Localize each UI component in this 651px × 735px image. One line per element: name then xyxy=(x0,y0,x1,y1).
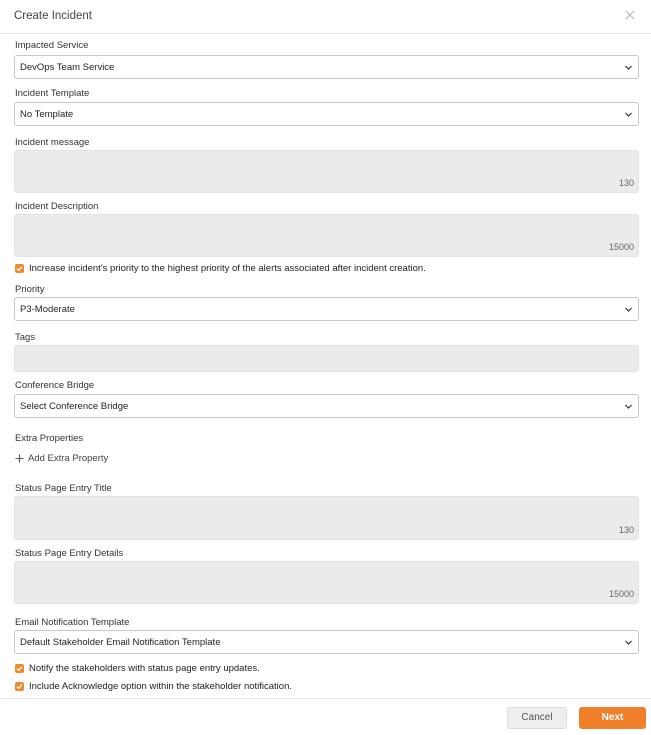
conference-bridge-select[interactable] xyxy=(14,394,639,418)
dialog-header xyxy=(0,0,651,34)
status-page-entry-details-input[interactable] xyxy=(14,561,639,604)
close-icon[interactable] xyxy=(623,8,637,22)
incident-template-label: Incident Template xyxy=(15,88,90,99)
tags-label: Tags xyxy=(15,332,36,343)
incident-template-select[interactable] xyxy=(14,102,639,126)
incident-description-input[interactable] xyxy=(14,214,639,257)
plus-icon xyxy=(15,454,24,463)
add-extra-property-label: Add Extra Property xyxy=(28,453,109,464)
status-page-entry-details-counter: 15000 xyxy=(608,589,634,599)
incident-message-label: Incident message xyxy=(15,137,90,148)
tags-input[interactable] xyxy=(14,345,639,372)
include-acknowledge-label: Include Acknowledge option within the stakeholder notification. xyxy=(29,681,293,692)
priority-value: P3-Moderate xyxy=(20,304,75,315)
incident-description-label: Incident Description xyxy=(15,201,99,212)
email-notification-template-label: Email Notification Template xyxy=(15,617,130,628)
incident-template-value: No Template xyxy=(20,109,74,120)
chevron-down-icon xyxy=(624,638,633,647)
conference-bridge-value: Select Conference Bridge xyxy=(20,401,129,412)
include-acknowledge-checkbox[interactable] xyxy=(15,682,24,691)
chevron-down-icon xyxy=(624,63,633,72)
chevron-down-icon xyxy=(624,402,633,411)
notify-stakeholders-label: Notify the stakeholders with status page entry updates. xyxy=(29,663,260,674)
extra-properties-label: Extra Properties xyxy=(15,433,84,444)
incident-message-input[interactable] xyxy=(14,150,639,193)
impacted-service-select[interactable] xyxy=(14,55,639,79)
status-page-entry-details-label: Status Page Entry Details xyxy=(15,548,124,559)
check-icon xyxy=(16,683,23,690)
dialog-footer xyxy=(0,698,651,735)
notify-stakeholders-checkbox[interactable] xyxy=(15,664,24,673)
dialog-title: Create Incident xyxy=(14,10,92,22)
increase-priority-label: Increase incident's priority to the highest priority of the alerts associated after incident creation. xyxy=(29,263,426,274)
check-icon xyxy=(16,265,23,272)
status-page-entry-title-counter: 130 xyxy=(618,525,634,535)
cancel-button[interactable]: Cancel xyxy=(507,707,567,729)
increase-priority-checkbox[interactable] xyxy=(15,264,24,273)
impacted-service-value: DevOps Team Service xyxy=(20,62,115,73)
chevron-down-icon xyxy=(624,110,633,119)
status-page-entry-title-input[interactable] xyxy=(14,496,639,540)
conference-bridge-label: Conference Bridge xyxy=(15,380,95,391)
incident-description-counter: 15000 xyxy=(608,242,634,252)
check-icon xyxy=(16,665,23,672)
incident-message-counter: 130 xyxy=(618,178,634,188)
status-page-entry-title-label: Status Page Entry Title xyxy=(15,483,112,494)
priority-label: Priority xyxy=(15,284,45,295)
chevron-down-icon xyxy=(624,305,633,314)
impacted-service-label: Impacted Service xyxy=(15,40,89,51)
priority-select[interactable] xyxy=(14,297,639,321)
next-button[interactable]: Next xyxy=(579,707,646,729)
email-notification-template-select[interactable] xyxy=(14,630,639,654)
email-notification-template-value: Default Stakeholder Email Notification Template xyxy=(20,637,221,648)
